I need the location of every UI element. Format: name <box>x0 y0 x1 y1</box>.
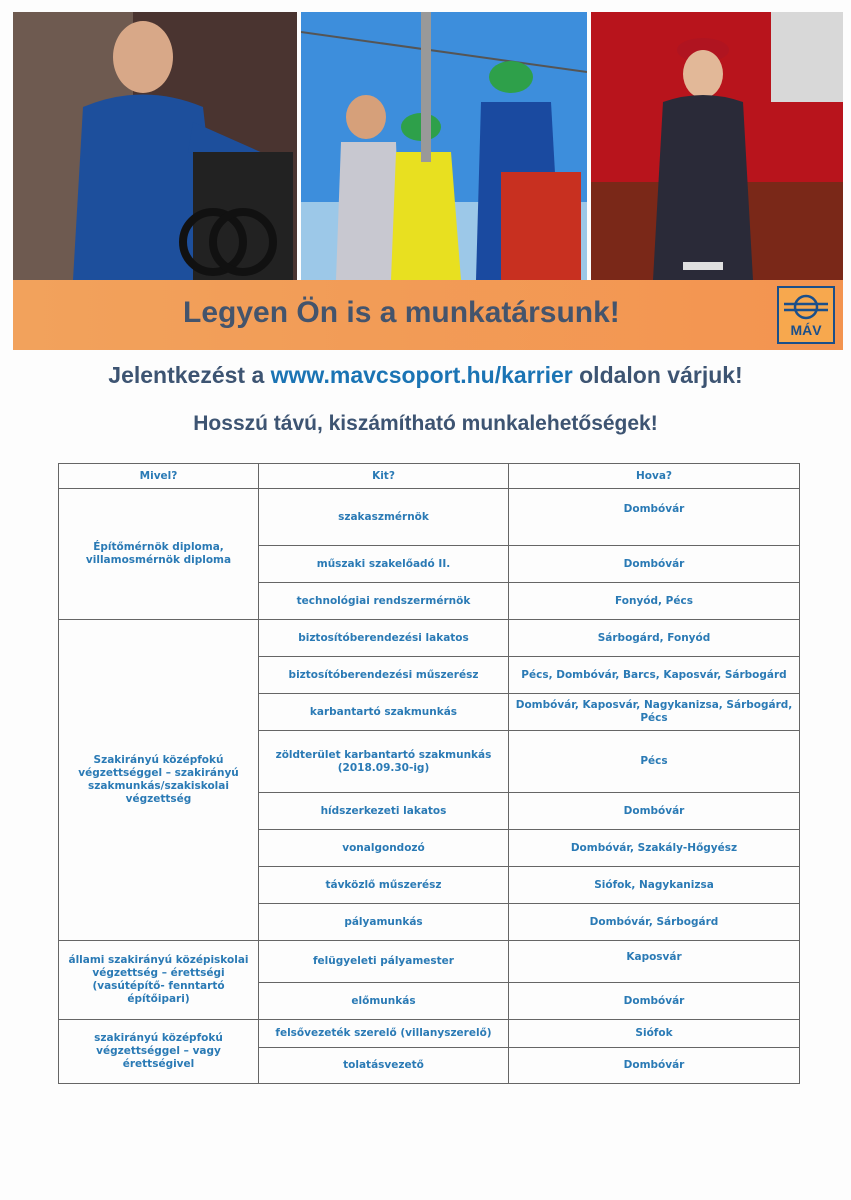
position-cell: szakaszmérnök <box>259 489 509 546</box>
application-headline <box>0 362 851 389</box>
position-cell: zöldterület karbantartó szakmunkás (2018.09.30-ig) <box>259 731 509 793</box>
table-header-row <box>59 464 800 489</box>
position-cell: technológiai rendszermérnök <box>259 583 509 620</box>
qualification-cell: Szakirányú középfokú végzettséggel – szakirányú szakmunkás/szakiskolai végzettség <box>59 620 259 941</box>
photo-conductor-illustration <box>591 12 843 280</box>
location-cell: Dombóvár <box>509 546 800 583</box>
header-qualification: Mivel? <box>59 464 259 489</box>
location-cell: Dombóvár, Kaposvár, Nagykanizsa, Sárbogárd, Pécs <box>509 694 800 731</box>
photo-technician <box>13 12 297 280</box>
photo-line-workers-illustration <box>301 12 587 280</box>
position-cell: biztosítóberendezési lakatos <box>259 620 509 657</box>
location-cell: Pécs, Dombóvár, Barcs, Kaposvár, Sárbogárd <box>509 657 800 694</box>
table-row <box>59 489 800 546</box>
location-cell: Dombóvár <box>509 793 800 830</box>
position-cell: műszaki szakelőadó II. <box>259 546 509 583</box>
location-cell: Pécs <box>509 731 800 793</box>
location-cell: Dombóvár, Sárbogárd <box>509 904 800 941</box>
mav-logo <box>777 286 835 344</box>
photo-technician-illustration <box>13 12 297 280</box>
position-cell: pályamunkás <box>259 904 509 941</box>
position-cell: előmunkás <box>259 983 509 1020</box>
table-row <box>59 620 800 657</box>
mav-logo-icon <box>779 291 833 325</box>
subheadline: Hosszú távú, kiszámítható munkalehetőségek! <box>193 412 658 435</box>
header-position: Kit? <box>259 464 509 489</box>
position-cell: tolatásvezető <box>259 1048 509 1084</box>
location-cell: Dombóvár <box>509 1048 800 1084</box>
location-cell: Fonyód, Pécs <box>509 583 800 620</box>
qualification-cell: szakirányú középfokú végzettséggel – vagy érettségivel <box>59 1020 259 1084</box>
position-cell: felsővezeték szerelő (villanyszerelő) <box>259 1020 509 1048</box>
qualification-cell: Építőmérnök diploma, villamosmérnök diploma <box>59 489 259 620</box>
position-cell: felügyeleti pályamester <box>259 941 509 983</box>
photo-conductor <box>591 12 843 280</box>
location-cell: Sárbogárd, Fonyód <box>509 620 800 657</box>
headline-suffix: oldalon várjuk! <box>572 362 743 388</box>
mav-logo-text: MÁV <box>790 322 822 338</box>
career-url-link[interactable]: www.mavcsoport.hu/karrier <box>270 362 573 388</box>
location-cell: Siófok <box>509 1020 800 1048</box>
position-cell: vonalgondozó <box>259 830 509 867</box>
location-cell: Dombóvár <box>509 983 800 1020</box>
location-cell: Dombóvár, Szakály-Hőgyész <box>509 830 800 867</box>
headline-prefix: Jelentkezést a <box>108 362 271 388</box>
photo-line-workers <box>301 12 587 280</box>
location-cell: Kaposvár <box>509 941 800 983</box>
qualification-cell: állami szakirányú középiskolai végzettség – érettségi (vasútépítő- fenntartó építőipari) <box>59 941 259 1020</box>
table-row <box>59 1020 800 1048</box>
job-openings-table <box>58 463 800 1084</box>
location-cell: Dombóvár <box>509 489 800 546</box>
header-photo-strip <box>13 12 843 280</box>
orange-banner <box>13 280 843 350</box>
position-cell: biztosítóberendezési műszerész <box>259 657 509 694</box>
location-cell: Siófok, Nagykanizsa <box>509 867 800 904</box>
banner-title: Legyen Ön is a munkatársunk! <box>183 296 620 329</box>
position-cell: távközlő műszerész <box>259 867 509 904</box>
position-cell: karbantartó szakmunkás <box>259 694 509 731</box>
position-cell: hídszerkezeti lakatos <box>259 793 509 830</box>
header-location: Hova? <box>509 464 800 489</box>
table-row <box>59 941 800 983</box>
